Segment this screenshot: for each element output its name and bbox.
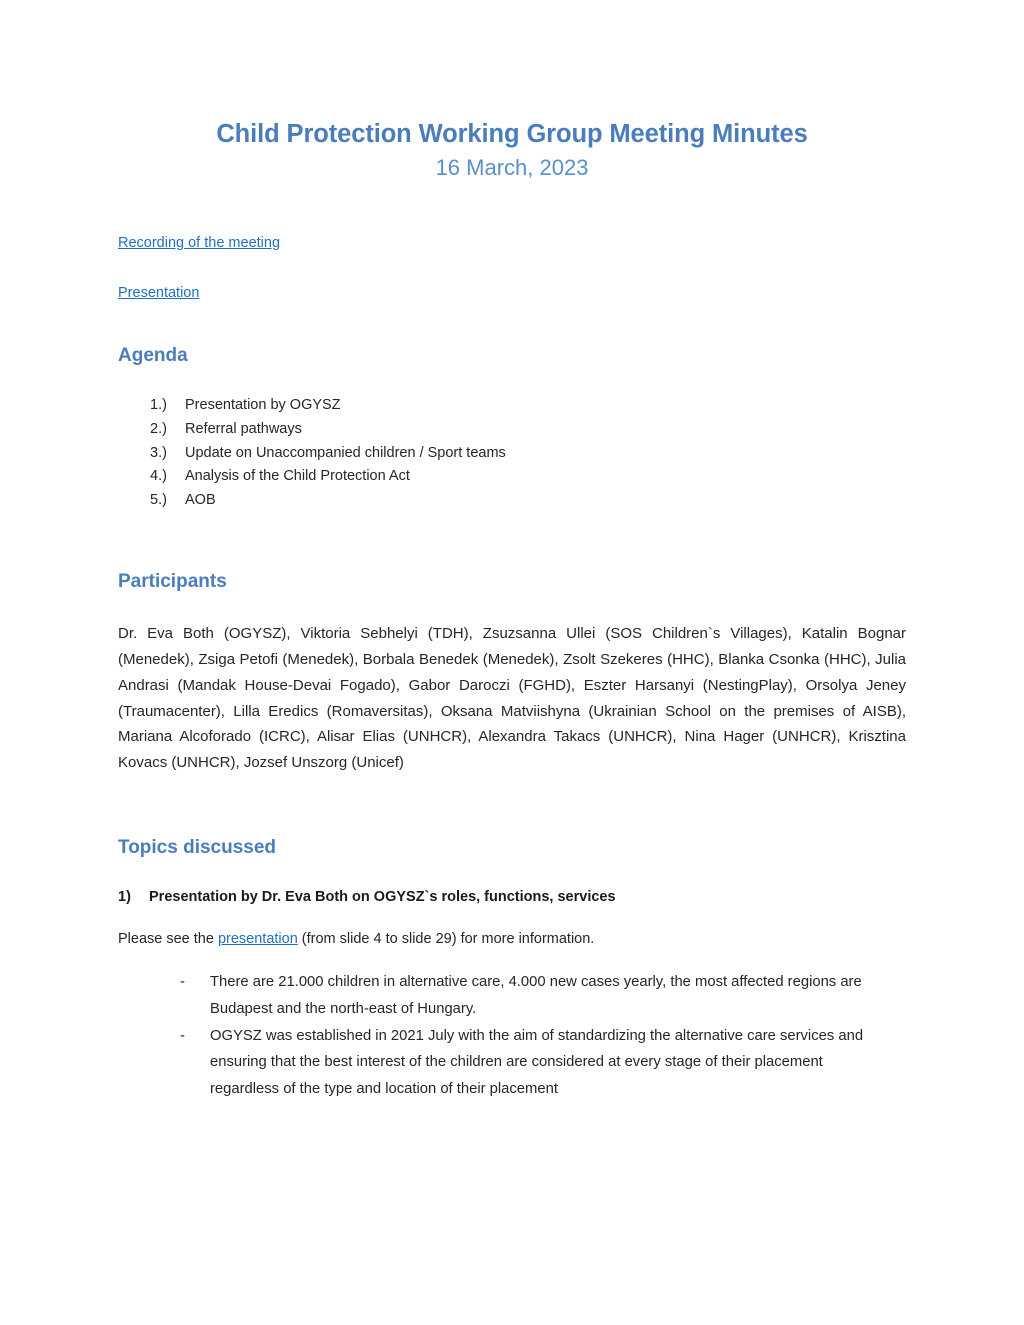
topic-1-number: 1) (118, 888, 131, 905)
agenda-item (118, 418, 906, 442)
participants-section (118, 570, 906, 776)
agenda-item-number: 3.) (150, 444, 167, 461)
list-item-text: There are 21.000 children in alternative care, 4.000 new cases yearly, the most affected regions are Budapest and the north-east of Hungary. (210, 974, 862, 1017)
agenda-item-number: 5.) (150, 491, 167, 508)
presentation-link[interactable]: Presentation (118, 284, 200, 301)
agenda-item-number: 4.) (150, 468, 167, 485)
top-links (118, 233, 906, 305)
participants-heading: Participants (118, 570, 227, 592)
agenda-item (118, 442, 906, 466)
agenda-heading: Agenda (118, 344, 188, 366)
agenda-item-number: 2.) (150, 421, 167, 438)
agenda-item-label: Analysis of the Child Protection Act (185, 468, 410, 485)
topic-1-intro (118, 928, 906, 951)
agenda-item (118, 465, 906, 489)
page-subtitle-date: 16 March, 2023 (435, 154, 589, 180)
agenda-item (118, 489, 906, 513)
topic-1-intro-suffix: (from slide 4 to slide 29) for more information. (297, 931, 595, 948)
topic-1-title: Presentation by Dr. Eva Both on OGYSZ`s roles, functions, services (149, 888, 616, 905)
agenda-item-label: AOB (185, 491, 216, 508)
agenda-item-label: Referral pathways (185, 421, 302, 438)
list-item-text: OGYSZ was established in 2021 July with the aim of standardizing the alternative care services and ensuring that the best interest of the children are considered at every stage of their placement regardless of the type and location of their placement (210, 1027, 864, 1097)
dash-bullet-icon: - (180, 1027, 185, 1044)
dash-bullet-icon: - (180, 974, 185, 991)
agenda-list (118, 394, 906, 512)
topics-heading: Topics discussed (118, 837, 277, 858)
recording-link[interactable]: Recording of the meeting (118, 235, 281, 252)
participants-body: Dr. Eva Both (OGYSZ), Viktoria Sebhelyi (TDH), Zsuzsanna Ullei (SOS Children`s Villages), Katalin Bognar (Menedek), Zsiga Petofi (Menedek), Borbala Benedek (Menedek), Zsolt Szekeres (HHC), Blanka Csonka (HHC), Julia Andrasi (Mandak House-Devai Fogado), Gabor Daroczi (FGHD), Eszter Harsanyi (NestingPlay), Orsolya Jeney (Traumacenter), Lilla Eredics (Romaversitas), Oksana Matviishyna (Ukrainian School on the premises of AISB), Mariana Alcoforado (ICRC), Alisar Elias (UNHCR), Alexandra Takacs (UNHCR), Nina Hager (UNHCR), Krisztina Kovacs (UNHCR), Jozsef Unszorg (Unicef) (118, 625, 906, 772)
topic-1-intro-prefix: Please see the (118, 931, 218, 948)
agenda-section (118, 344, 906, 513)
topics-section (118, 836, 906, 1102)
topic-1-bullets (118, 969, 906, 1102)
list-item (118, 969, 906, 1022)
agenda-item-number: 1.) (150, 397, 167, 414)
agenda-item-label: Presentation by OGYSZ (185, 397, 341, 414)
page-title: Child Protection Working Group Meeting Minutes (216, 120, 808, 148)
list-item (118, 1023, 906, 1102)
inline-presentation-link[interactable]: presentation (217, 931, 298, 948)
agenda-item-label: Update on Unaccompanied children / Sport teams (185, 444, 506, 461)
topic-1-heading (118, 887, 906, 909)
agenda-item (118, 394, 906, 418)
